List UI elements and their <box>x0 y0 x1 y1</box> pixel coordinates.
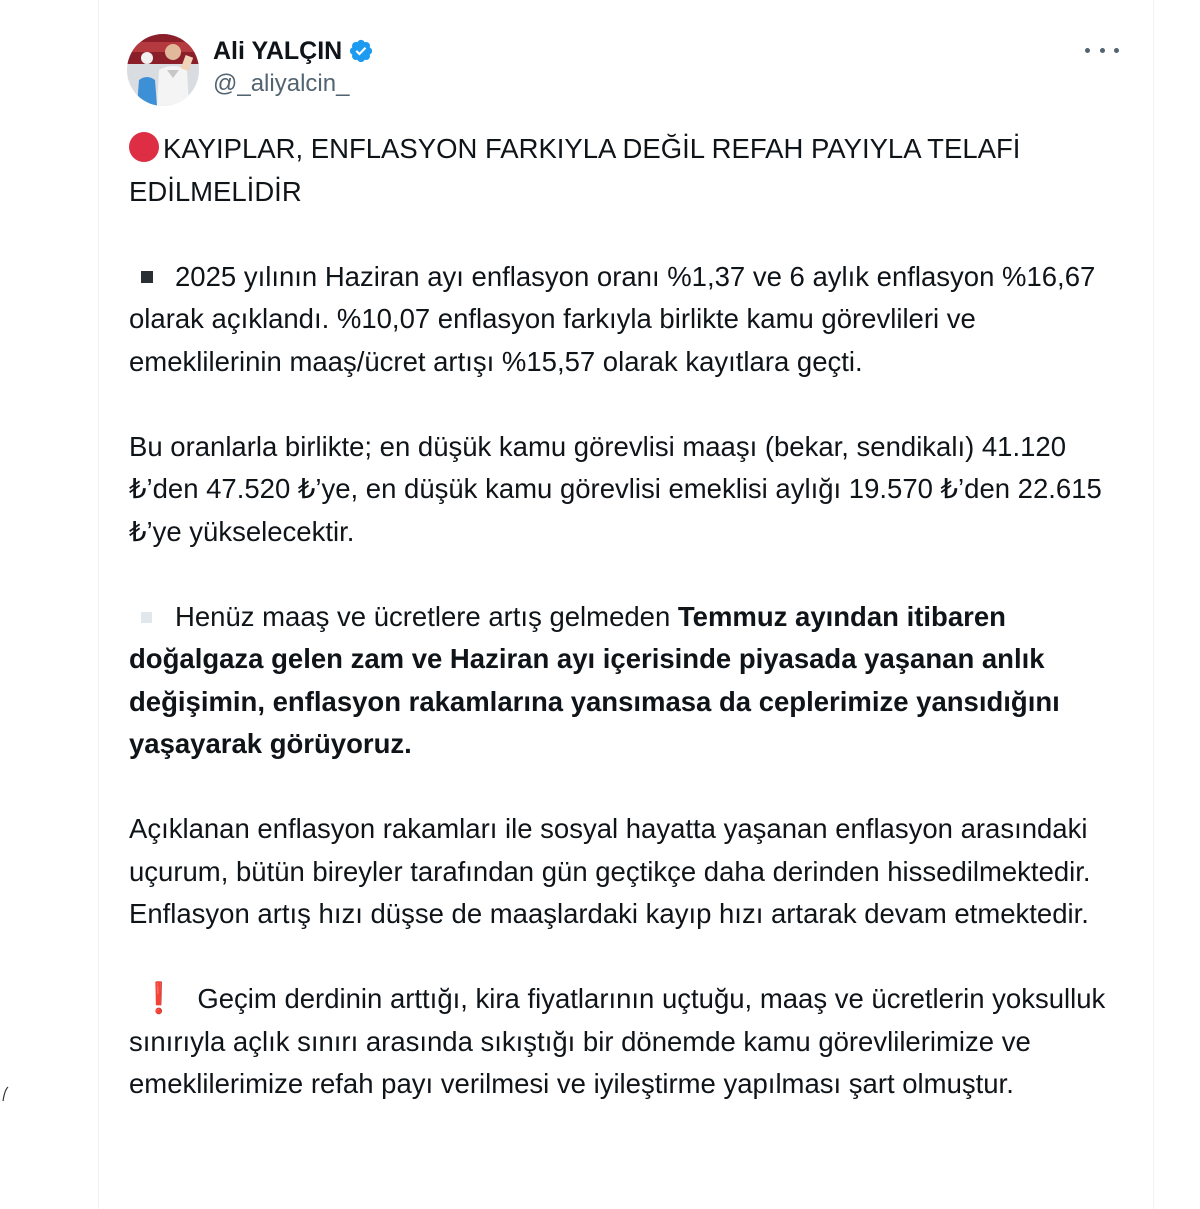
verified-badge-icon <box>348 38 374 64</box>
tweet-card <box>98 0 1154 1209</box>
handle[interactable]: @_aliyalcin_ <box>213 70 350 97</box>
paragraph-price-changes: Henüz maaş ve ücretlere artış gelmeden Temmuz ayından itibaren doğalgaza gelen zam ve Haziran ayı içerisinde piyasada yaşanan anlık değişimin, enflasyon rakamlarına yansımasa da ceplerimize yansıdığını yaşayarak görüyoruz. <box>129 600 1060 759</box>
profile-photo-icon <box>127 34 199 106</box>
black-square-icon <box>141 271 153 283</box>
paragraph-gap: Açıklanan enflasyon rakamları ile sosyal hayatta yaşanan enflasyon arasındaki uçurum, bütün bireyler tarafından gün geçtikçe daha derinden hissedilmektedir. Enflasyon artış hızı düşse de maaşlardaki kayıp hızı artarak devam etmektedir. <box>129 813 1091 929</box>
author-block <box>213 34 374 98</box>
display-name-row <box>213 34 374 68</box>
paragraph-salaries: Bu oranlarla birlikte; en düşük kamu görevlisi maaşı (bekar, sendikalı) 41.120 ₺’den 47.520 ₺’ye, en düşük kamu görevlisi emeklisi aylığı 19.570 ₺’den 22.615 ₺’ye yükselecektir. <box>129 430 1102 547</box>
white-square-icon <box>141 612 152 623</box>
tweet-header <box>127 30 1133 110</box>
avatar[interactable] <box>127 34 199 106</box>
edge-mark-icon <box>2 1086 10 1102</box>
paragraph-inflation: 2025 yılının Haziran ayı enflasyon oranı %1,37 ve 6 aylık enflasyon %16,67 olarak açıklandı. %10,07 enflasyon farkıyla birlikte kamu görevlileri ve emeklilerinin maaş/ücret artışı %15,57 olarak kayıtlara geçti. <box>129 260 1096 377</box>
more-options-icon[interactable] <box>1085 40 1119 60</box>
tweet-heading: KAYIPLAR, ENFLASYON FARKIYLA DEĞİL REFAH PAYIYLA TELAFİ EDİLMELİDİR <box>129 133 1021 207</box>
tweet-text <box>129 128 1134 1106</box>
red-circle-icon <box>129 132 159 162</box>
bold-statement: Temmuz ayından itibaren doğalgaza gelen zam ve Haziran ayı içerisinde piyasada yaşanan anlık değişimin, enflasyon rakamlarına yansımasa da ceplerimize yansıdığını yaşayarak görüyoruz. <box>129 600 1060 759</box>
paragraph-demand: ❗ Geçim derdinin arttığı, kira fiyatlarının uçtuğu, maaş ve ücretlerin yoksulluk sınırıyla açlık sınırı arasında sıkıştığı bir dönemde kamu görevlilerimize ve emeklilerimize refah payı verilmesi ve iyileştirme yapılması şart olmuştur. <box>129 978 1134 1106</box>
display-name[interactable]: Ali YALÇIN <box>213 36 343 65</box>
exclamation-icon: ❗ <box>140 982 178 1015</box>
